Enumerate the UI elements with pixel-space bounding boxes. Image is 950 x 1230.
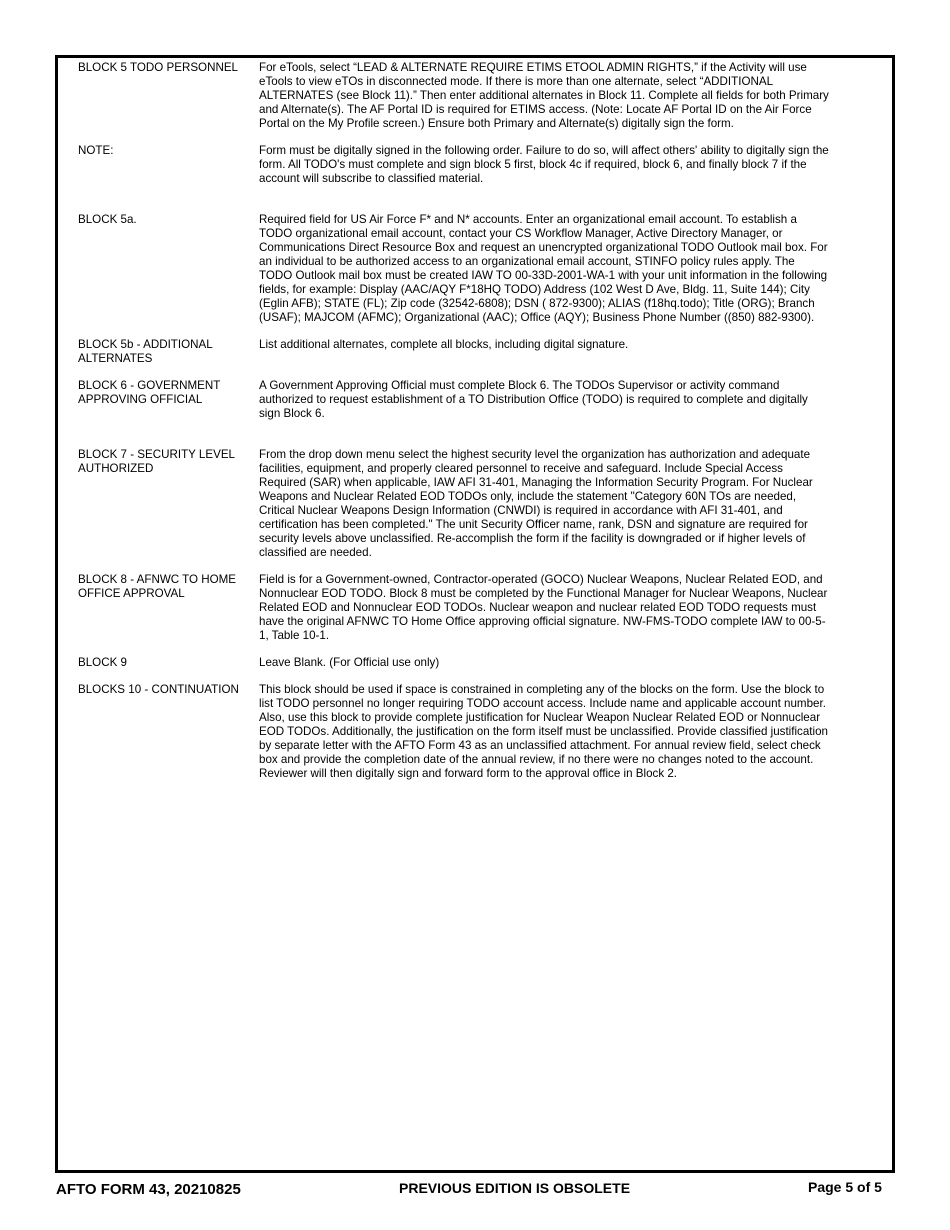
form-frame xyxy=(55,55,895,1173)
entry-block-7 xyxy=(78,448,838,560)
entry-label: BLOCK 5 TODO PERSONNEL xyxy=(78,61,239,74)
entry-block-10 xyxy=(78,683,838,781)
entry-text: Form must be digitally signed in the following order. Failure to do so, will affect others' ability to digitally sign the form. All TODO's must complete and sign block 5 first, block 4c if required, block 6, and finally block 7 if the account will subscribe to classified material. xyxy=(259,144,829,185)
page-number: Page 5 of 5 xyxy=(808,1179,882,1195)
form-id: AFTO FORM 43, 20210825 xyxy=(56,1181,241,1198)
entry-label: BLOCK 5a. xyxy=(78,213,137,226)
entry-block-6 xyxy=(78,379,838,421)
entry-label: BLOCK 6 - GOVERNMENT APPROVING OFFICIAL xyxy=(78,379,221,406)
entry-block-5 xyxy=(78,61,838,131)
entry-text: Field is for a Government-owned, Contractor-operated (GOCO) Nuclear Weapons, Nuclear Related EOD, and Nonnuclear EOD TODO. Block 8 must be completed by the Functional Manager for Nuclear Weapons, Nuclear Related EOD and Nonnuclear EOD TODOs. Nuclear weapon and nuclear related EOD TODO requests must have the original AFNWC TO Home Office approving official signature. NW-FMS-TODO complete IAW to 00-5-1, Table 10-1. xyxy=(259,573,828,642)
entry-label: NOTE: xyxy=(78,144,114,157)
entry-label: BLOCK 5b - ADDITIONAL ALTERNATES xyxy=(78,338,213,365)
edition-notice: PREVIOUS EDITION IS OBSOLETE xyxy=(399,1180,631,1196)
entry-block-5b xyxy=(78,338,838,366)
entry-text: For eTools, select “LEAD & ALTERNATE REQUIRE ETIMS ETOOL ADMIN RIGHTS,” if the Activity will use eTools to view eTOs in disconnected mode. If there is more than one alternate, select “ADDITIONAL ALTERNATES (see Block 11).” Then enter additional alternates in Block 11. Complete all fields for both Primary and Alternate(s). The AF Portal ID is required for ETIMS access. (Note: Locate AF Portal ID on the Air Force Portal on the My Profile screen.) Ensure both Primary and Alternate(s) digitally sign the form. xyxy=(259,61,829,130)
entry-label: BLOCK 7 - SECURITY LEVEL AUTHORIZED xyxy=(78,448,235,475)
instruction-list xyxy=(78,61,838,781)
entry-note xyxy=(78,144,838,186)
entry-text: Required field for US Air Force F* and N* accounts. Enter an organizational email account. To establish a TODO organizational email account, contact your CS Workflow Manager, Active Directory Manager, or Communications Direct Resource Box and request an unencrypted organizational TODO Outlook mail box. For an individual to be authorized access to an organizational email account, STINFO policy rules apply. The TODO Outlook mail box must be created IAW TO 00-33D-2001-WA-1 with your unit information in the following fields, for example: Display (AAC/AQY F*18HQ TODO) Address (102 West D Ave, Bldg. 11, Suite 144); City (Eglin AFB); STATE (FL); Zip code (32542-6808); DSN ( 872-9300); ALIAS (f18hq.todo); Title (ORG); Branch (USAF); MAJCOM (AFMC); Organizational (AAC); Office (AQY); Business Phone Number ((850) 882-9300). xyxy=(259,213,828,324)
entry-block-8 xyxy=(78,573,838,643)
entry-block-5a xyxy=(78,213,838,325)
entry-block-9 xyxy=(78,656,838,670)
entry-text: From the drop down menu select the highest security level the organization has authorization and adequate facilities, equipment, and properly cleared personnel to receive and safeguard. Include Special Access Required (SAR) when applicable, IAW AFI 31-401, Managing the Information Security Program. For Nuclear Weapons and Nuclear Related EOD TODOs only, include the statement "Category 60N TOs are needed, Critical Nuclear Weapons Design Information (CNWDI) is required in accordance with AFI 31-401, and certification has been completed." The unit Security Officer name, rank, DSN and signature are required for security levels above unclassified. Re-accomplish the form if the facility is downgraded or if higher levels of classified are needed. xyxy=(259,448,813,559)
entry-label: BLOCK 9 xyxy=(78,656,127,669)
entry-label: BLOCK 8 - AFNWC TO HOME OFFICE APPROVAL xyxy=(78,573,237,600)
entry-text: Leave Blank. (For Official use only) xyxy=(259,656,440,669)
entry-text: A Government Approving Official must complete Block 6. The TODOs Supervisor or activity command authorized to request establishment of a TO Distribution Office (TODO) is required to complete and digitally sign Block 6. xyxy=(259,379,808,420)
entry-text: List additional alternates, complete all blocks, including digital signature. xyxy=(259,338,629,351)
entry-text: This block should be used if space is constrained in completing any of the blocks on the form. Use the block to list TODO personnel no longer requiring TODO account access. Include name and applicable account number. Also, use this block to provide complete justification for Nuclear Weapon Nuclear Related EOD or Nonnuclear EOD TODOs. Additionally, the justification on the form itself must be unclassified. Provide classified justification by separate letter with the AFTO Form 43 as an unclassified attachment. For annual review field, select check box and provide the completion date of the annual review, if no there were no changes noted to the account. Reviewer will then digitally sign and forward form to the approval office in Block 2. xyxy=(259,683,828,780)
entry-label: BLOCKS 10 - CONTINUATION xyxy=(78,683,239,696)
